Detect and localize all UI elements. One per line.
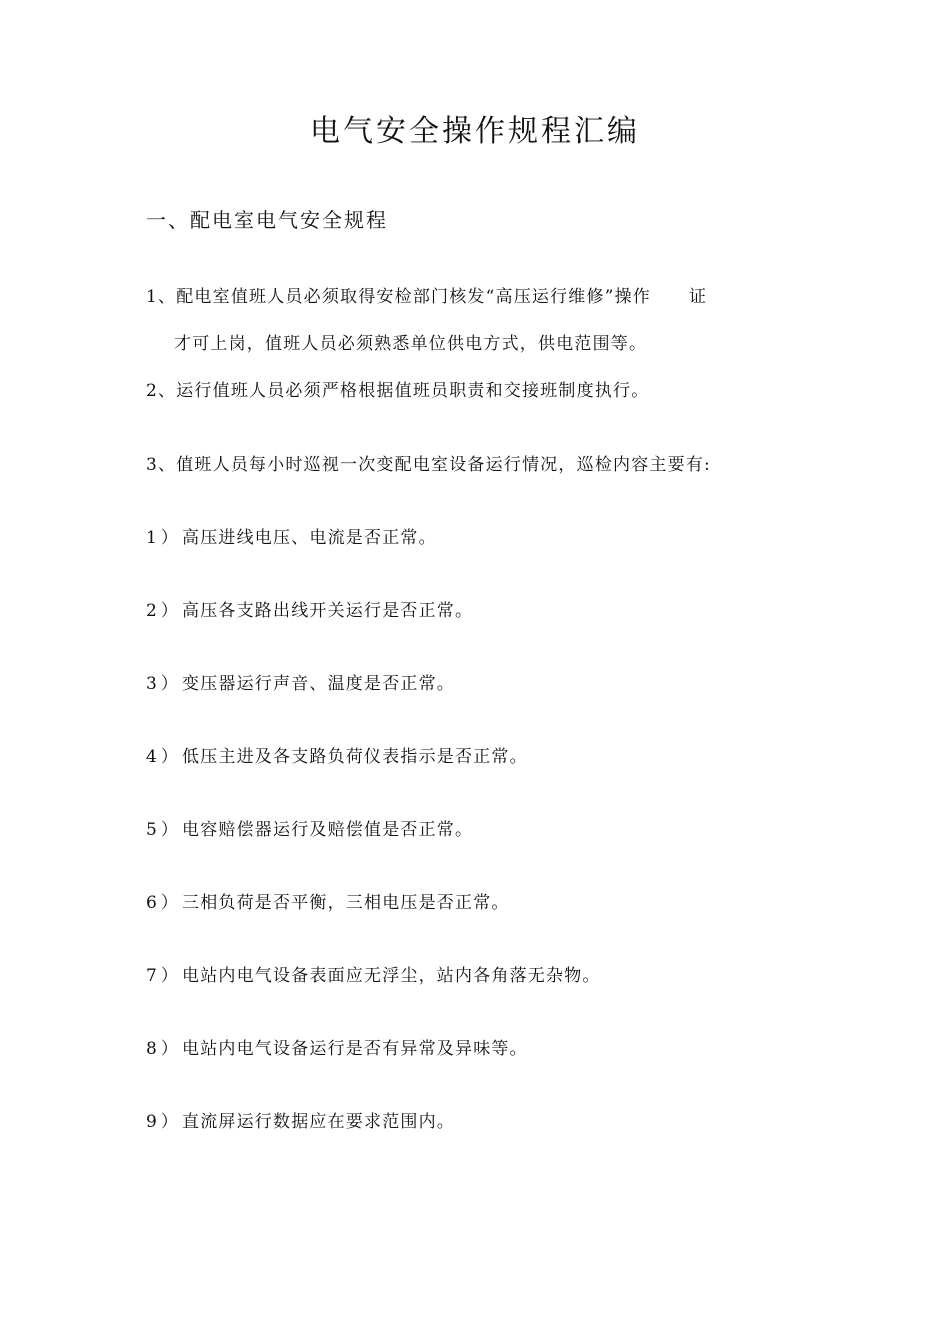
check-number: 5） xyxy=(146,820,182,840)
item-1-line-1 xyxy=(146,284,707,310)
check-text: 电站内电气设备表面应无浮尘，站内各角落无杂物。 xyxy=(182,966,601,986)
check-number: 3） xyxy=(146,674,182,694)
check-number: 4） xyxy=(146,747,182,767)
check-item-8 xyxy=(146,1036,528,1062)
check-number: 1） xyxy=(146,528,182,548)
item-2: 2、运行值班人员必须严格根据值班员职责和交接班制度执行。 xyxy=(146,381,650,401)
check-number: 7） xyxy=(146,966,182,986)
item-3: 3、值班人员每小时巡视一次变配电室设备运行情况，巡检内容主要有: xyxy=(146,455,711,475)
check-item-3 xyxy=(146,671,455,697)
document-title: 电气安全操作规程汇编 xyxy=(310,114,640,149)
section-heading: 一、配电室电气安全规程 xyxy=(146,208,388,232)
check-text: 三相负荷是否平衡，三相电压是否正常。 xyxy=(182,893,510,913)
check-item-9 xyxy=(146,1109,455,1135)
check-text: 直流屏运行数据应在要求范围内。 xyxy=(182,1112,455,1132)
check-number: 9） xyxy=(146,1112,182,1132)
check-text: 高压各支路出线开关运行是否正常。 xyxy=(182,601,474,621)
check-text: 变压器运行声音、温度是否正常。 xyxy=(182,674,455,694)
check-text: 低压主进及各支路负荷仪表指示是否正常。 xyxy=(182,747,528,767)
check-text: 高压进线电压、电流是否正常。 xyxy=(182,528,437,548)
item-1-tail: 证 xyxy=(689,287,708,307)
check-item-7 xyxy=(146,963,601,989)
check-item-4 xyxy=(146,744,528,770)
check-item-5 xyxy=(146,817,473,843)
check-number: 8） xyxy=(146,1039,182,1059)
check-number: 2） xyxy=(146,601,182,621)
item-1-text: 1、配电室值班人员必须取得安检部门核发“高压运行维修”操作 xyxy=(146,287,651,307)
check-text: 电站内电气设备运行是否有异常及异味等。 xyxy=(182,1039,528,1059)
check-item-2 xyxy=(146,598,473,624)
check-number: 6） xyxy=(146,893,182,913)
item-1-line-2: 才可上岗，值班人员必须熟悉单位供电方式，供电范围等。 xyxy=(174,334,648,354)
check-text: 电容赔偿器运行及赔偿值是否正常。 xyxy=(182,820,474,840)
check-item-1 xyxy=(146,525,437,551)
check-item-6 xyxy=(146,890,510,916)
